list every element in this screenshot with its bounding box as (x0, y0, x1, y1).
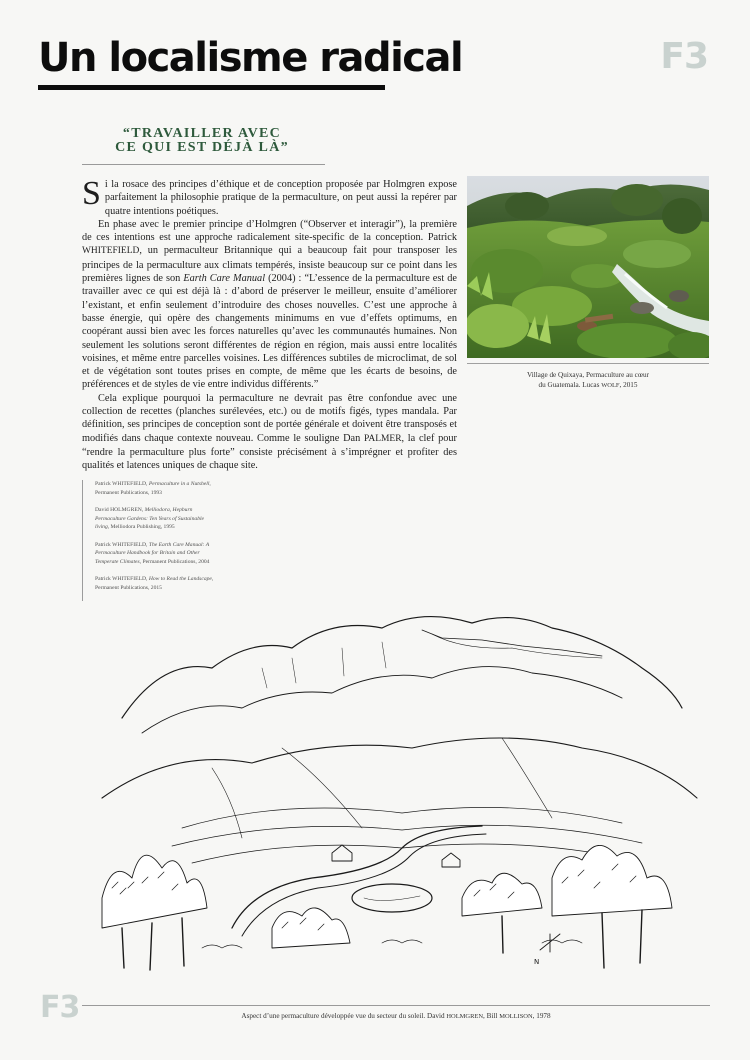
author-name-mollison: MOLLISON (499, 1013, 533, 1020)
subtitle-line-2: CE QUI EST DÉJÀ LÀ” (115, 140, 289, 155)
reference-author-surname: WHITEFIELD (112, 481, 147, 487)
landscape-drawing (82, 598, 710, 976)
section-subtitle (82, 127, 322, 155)
reference-author-surname: WHITEFIELD (112, 576, 147, 582)
reference-title: Melliodora, Hepburn Permaculture Gardens: Ten Years of Sustainable living (95, 507, 205, 530)
author-name-palmer: PALMER (363, 433, 402, 444)
page-title: Un localisme radical (38, 35, 463, 81)
reference-author-surname: WHITEFIELD (112, 541, 147, 548)
article-body (82, 175, 457, 473)
references-list (82, 480, 215, 601)
drawing-caption-sep: , Bill (483, 1012, 500, 1020)
photo-caption-line-1: Village de Quixaya, Permaculture au cœur (526, 371, 650, 379)
drop-cap: S (82, 175, 101, 212)
reference-author: Patrick (95, 576, 113, 582)
paragraph-2 (82, 218, 457, 392)
reference-item: Patrick WHITEFIELD, Permaculture in a Nutshell, Permanent Publications, 1993 (95, 481, 211, 496)
reference-item: Patrick WHITEFIELD, The Earth Care Manual: A Permaculture Handbook for Britain and Other Temperate Climates, Permanent Publications, 2004 (95, 541, 210, 565)
subtitle-line-1: “TRAVAILLER AVEC (122, 126, 282, 141)
reference-author: Patrick (95, 481, 113, 487)
village-photo (467, 176, 709, 358)
reference-title: Permaculture in a Nutshell (148, 481, 210, 487)
landscape-drawing-image (82, 598, 710, 976)
section-code-bottom: F3 (40, 990, 80, 1025)
author-name-whitefield: WHITEFIELD (82, 246, 140, 257)
title-underline (38, 85, 385, 90)
reference-title: How to Read the Landscape (148, 576, 212, 582)
reference-author: Patrick (95, 541, 113, 548)
subtitle-divider (82, 164, 325, 165)
paragraph-2-text-c: (2004) : “L’essence de la permaculture est de travailler avec ce qui est déjà là : d’abord de préserver le meilleur, ensuite d’améliorer l’existant, et enfin seulement d’introduire des choses nouvelles. C’est une approche à basse énergie, qui opère des changements minimums en vue d’effets optimums, en coopérant aussi bien avec les forces naturelles qu’avec les communautés humaines. Non seulement les solutions seront différentes de région en région, mais aussi entre localités voisines, et même entre parcelles voisines. Les différences subtiles de microclimat, de sol et de végétation sont toutes prises en compte, de même que les écarts de besoins, de préférences et de styles de vie entre individus différents.” (82, 273, 457, 391)
book-title-earth-care: Earth Care Manual (183, 273, 266, 285)
paragraph-2-text-b: , un permaculteur Britannique qui a beaucoup fait pour transposer les principes de la permaculture aux climats tempérés, insiste beaucoup sur ce point dans les premières lignes de son (82, 245, 457, 285)
reference-publisher: , Permanent Publications, 1993 (95, 481, 211, 496)
village-photo-image (467, 176, 709, 358)
paragraph-1-text: i la rosace des principes d’éthique et de conception proposée par Holmgren expose parfaitement la philosophie pratique de la permaculture, on peut aussi la repérer par quatre intentions poétiques. (104, 179, 457, 217)
drawing-divider (82, 1005, 710, 1006)
photographer-name: WOLF (601, 382, 620, 389)
reference-item: Patrick WHITEFIELD, How to Read the Landscape, Permanent Publications, 2015 (95, 576, 214, 591)
drawing-caption-year: , 1978 (532, 1012, 551, 1020)
paragraph-1 (82, 175, 457, 218)
photo-caption (467, 370, 709, 391)
reference-title: The Earth Care Manual: A Permaculture Handbook for Britain and Other Temperate Climates (95, 541, 210, 565)
drawing-caption (82, 1012, 710, 1020)
reference-author: David (95, 507, 111, 513)
compass-north-label: N (534, 958, 540, 966)
reference-publisher: , Permanent Publications, 2004 (139, 558, 210, 565)
reference-publisher: , Melliodora Publishing, 1995 (107, 524, 175, 530)
paragraph-3 (82, 392, 457, 473)
drawing-caption-text: Aspect d’une permaculture développée vue du secteur du soleil. David (241, 1012, 447, 1020)
author-name-holmgren: HOLMGREN (446, 1013, 484, 1020)
paragraph-3-text-a: Cela explique pourquoi la permaculture ne devrait pas être confondue avec une collection de recettes (planches surélevées, etc.) ou de motifs figés, types mandala. Par définition, ses principes de conception sont de portée générale et doivent être transposés et modifiés dans chaque contexte nouveau. Comme le souligne Dan (82, 392, 457, 444)
paragraph-3-text-b: , la clef pour “rendre la permaculture plus forte” consiste précisément à s’imprégner et profiter des qualités et latences uniques de chaque site. (82, 432, 457, 472)
photo-caption-year: , 2015 (619, 381, 638, 389)
photo-caption-line-2: du Guatemala. Lucas (538, 381, 602, 389)
paragraph-2-text-a: En phase avec le premier principe d’Holmgren (“Observer et interagir”), la première de ces intentions est une approche radicalement site-specific de la conception. Patrick (82, 218, 457, 244)
reference-author-surname: HOLMGREN (110, 507, 142, 513)
reference-item: David HOLMGREN, Melliodora, Hepburn Permaculture Gardens: Ten Years of Sustainable living, Melliodora Publishing, 1995 (95, 507, 205, 530)
section-code-top: F3 (660, 36, 708, 77)
reference-publisher: , Permanent Publications, 2015 (95, 576, 214, 591)
photo-divider (467, 363, 709, 364)
